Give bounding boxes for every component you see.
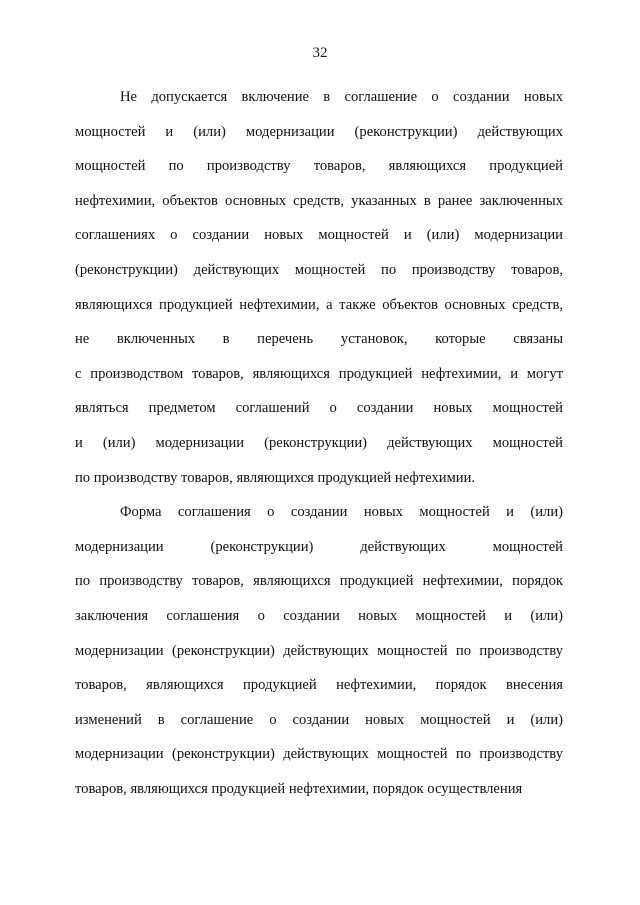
document-body bbox=[75, 80, 563, 806]
text-line: мощностей и (или) модернизации (реконструкции) действующих bbox=[75, 123, 563, 140]
text-line: Не допускается включение в соглашение о создании новых bbox=[120, 89, 563, 105]
text-line: товаров, являющихся продукцией нефтехимии, порядок осуществления bbox=[75, 780, 523, 797]
text-line: с производством товаров, являющихся продукцией нефтехимии, и могут bbox=[75, 365, 563, 382]
text-line: модернизации (реконструкции) действующих мощностей bbox=[75, 538, 563, 555]
text-line: по производству товаров, являющихся продукцией нефтехимии, порядок bbox=[75, 573, 563, 590]
text-line: являющихся продукцией нефтехимии, а также объектов основных средств, bbox=[75, 296, 563, 313]
text-line: мощностей по производству товаров, являющихся продукцией bbox=[75, 158, 563, 175]
text-line: являться предметом соглашений о создании новых мощностей bbox=[75, 400, 563, 417]
text-line: не включенных в перечень установок, которые связаны bbox=[75, 331, 563, 348]
text-line: и (или) модернизации (реконструкции) действующих мощностей bbox=[75, 434, 563, 451]
text-line: соглашениях о создании новых мощностей и (или) модернизации bbox=[75, 227, 563, 244]
paragraph-1 bbox=[75, 80, 563, 495]
text-line: Форма соглашения о создании новых мощностей и (или) bbox=[120, 504, 563, 521]
text-line: (реконструкции) действующих мощностей по производству товаров, bbox=[75, 261, 563, 278]
paragraph-2 bbox=[75, 495, 563, 806]
text-line: нефтехимии, объектов основных средств, указанных в ранее заключенных bbox=[75, 192, 563, 209]
text-line: модернизации (реконструкции) действующих мощностей по производству bbox=[75, 642, 563, 659]
text-line: по производству товаров, являющихся продукцией нефтехимии. bbox=[75, 469, 476, 486]
text-line: изменений в соглашение о создании новых мощностей и (или) bbox=[75, 711, 563, 728]
text-line: заключения соглашения о создании новых мощностей и (или) bbox=[75, 607, 563, 624]
text-line: товаров, являющихся продукцией нефтехимии, порядок внесения bbox=[75, 677, 563, 694]
text-line: модернизации (реконструкции) действующих мощностей по производству bbox=[75, 746, 563, 763]
page-number: 32 bbox=[312, 45, 328, 61]
